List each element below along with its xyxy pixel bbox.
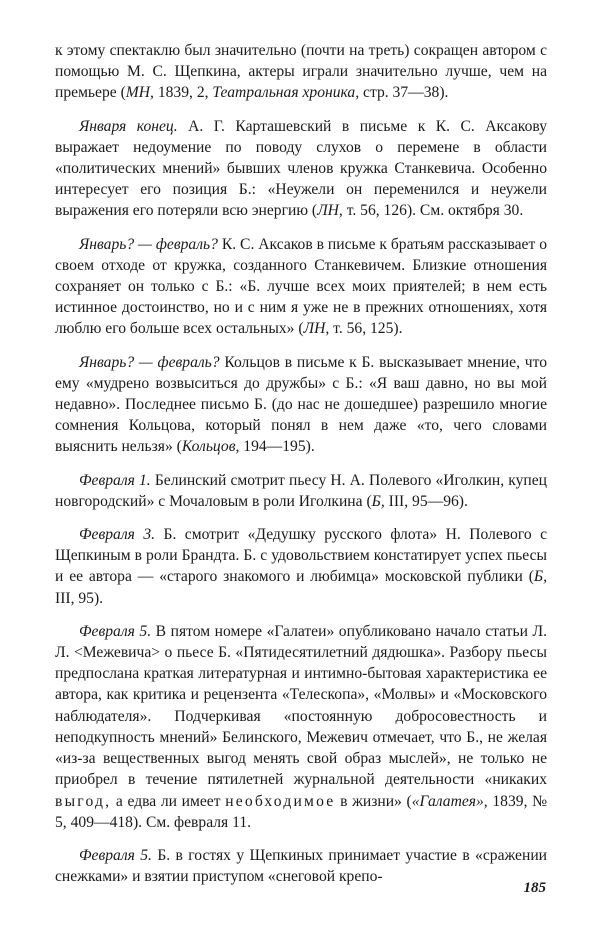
chronicle-entry — [55, 234, 547, 340]
entry-text: А. Г. Карташевский в письме к К. С. Аксакову выражает недоумение по поводу слухов о перемене в области «политических мнений» бывших членов кружка Станкевича. Особенно интересует его позиция Б.: «Неужели он переменился и неужели выражения его потеряли всю энергию ( — [55, 117, 547, 220]
source-reference: «Галатея», — [411, 792, 488, 810]
entry-date: Февраля 1. — [79, 471, 151, 489]
entry-text: т. 56, 125). — [329, 320, 403, 338]
entry-text: в жизни» ( — [335, 792, 412, 810]
document-page — [55, 40, 547, 899]
entry-text: Б. смотрит «Дедушку русского флота» Н. Полевого с Щепкиным в роли Брандта. Б. с удовольствием констатирует успех пьесы и ее автора — «старого знакомого и любимца» московской публики ( — [55, 526, 547, 586]
entry-text: 1839, 2, — [153, 84, 213, 102]
entry-date: Февраля 5. — [79, 622, 152, 640]
entry-text: III, 95—96). — [384, 492, 468, 510]
entry-text: III, 95). — [55, 589, 104, 607]
entry-text: 194—195). — [239, 438, 315, 456]
emphasized-text: необходимое — [225, 792, 336, 810]
chronicle-entry — [55, 116, 547, 222]
entry-text: Белинский смотрит пьесу Н. А. Полевого «Иголкин, купец новгородский» с Мочаловым в роли Иголкина ( — [55, 471, 547, 510]
source-reference: Б, — [371, 492, 385, 510]
entry-date: Январь? — февраль? — [79, 353, 220, 371]
chronicle-entry — [55, 470, 547, 512]
entry-text: т. 56, 126). См. октября 30. — [342, 202, 524, 220]
entry-text: стр. 37—38). — [359, 84, 449, 102]
entry-date: Января конец. — [79, 117, 178, 135]
entry-text: 1839, № 5, 409—418). См. февраля 11. — [55, 792, 548, 831]
entry-text: В пятом номере «Галатеи» опубликовано начало статьи Л. Л. <Межевича> о пьесе Б. «Пятидесятилетний дядюшка». Разбору пьесы предпослана краткая литературная и интимно-бытовая характеристика ее автора, как критика и рецензента «Телескопа», «Молвы» и «Московского наблюдателя». Подчеркивая «постоянную добросовестность и неподкупность мнений» Белинского, Межевич отмечает, что Б., не желая «из-за вещественных выгод менять свой образ мыслей», не только не приобрел в течение пятилетней журнальной деятельности «никаких — [55, 622, 547, 789]
entry-date: Январь? — февраль? — [79, 235, 218, 253]
source-reference: Б, — [533, 568, 547, 586]
entry-date: Февраля 5. — [79, 846, 152, 864]
chronicle-entry — [55, 845, 547, 887]
continuation-paragraph — [55, 40, 547, 104]
page-number: 185 — [523, 880, 546, 896]
source-reference: ЛН, — [303, 320, 330, 338]
entry-date: Февраля 3. — [79, 526, 156, 544]
source-reference: ЛН, — [317, 202, 343, 220]
entry-text: Кольцов в письме к Б. высказывает мнение, что ему «мудрено возвыситься до дружбы» с Б.: «Я ваш давно, но вы мой недавно». Последнее письмо Б. (до нас не дошедшее) разрешило многие сомнения Кольцова, который понял в нем даже «то, чего словами выяснить нельзя» ( — [55, 353, 547, 456]
source-reference: МН, — [125, 84, 154, 102]
entry-text: а едва ли имеет — [111, 792, 226, 810]
chronicle-entry — [55, 621, 547, 833]
source-reference: Кольцов, — [181, 438, 240, 456]
entry-text: к этому спектаклю был значительно (почти на треть) сокращен автором с помощью М. С. Щепкина, актеры играли значительно лучше, чем на премьере ( — [55, 42, 547, 102]
chronicle-entry — [55, 352, 547, 458]
source-reference: Театральная хроника, — [212, 84, 360, 102]
chronicle-entry — [55, 524, 547, 609]
emphasized-text: выгод, — [55, 792, 112, 810]
entry-text: К. С. Аксаков в письме к братьям рассказывает о своем отходе от кружка, созданного Станкевичем. Близкие отношения сохраняет он только с Б.: «Б. лучше всех моих приятелей; в нем есть истинное достоинство, но и с ним я уже не в прежних отношениях, хотя люблю его больше всех остальных» ( — [55, 235, 547, 338]
entry-text: Б. в гостях у Щепкиных принимает участие в «сражении снежками» и взятии приступом «снеговой крепо- — [55, 846, 548, 886]
